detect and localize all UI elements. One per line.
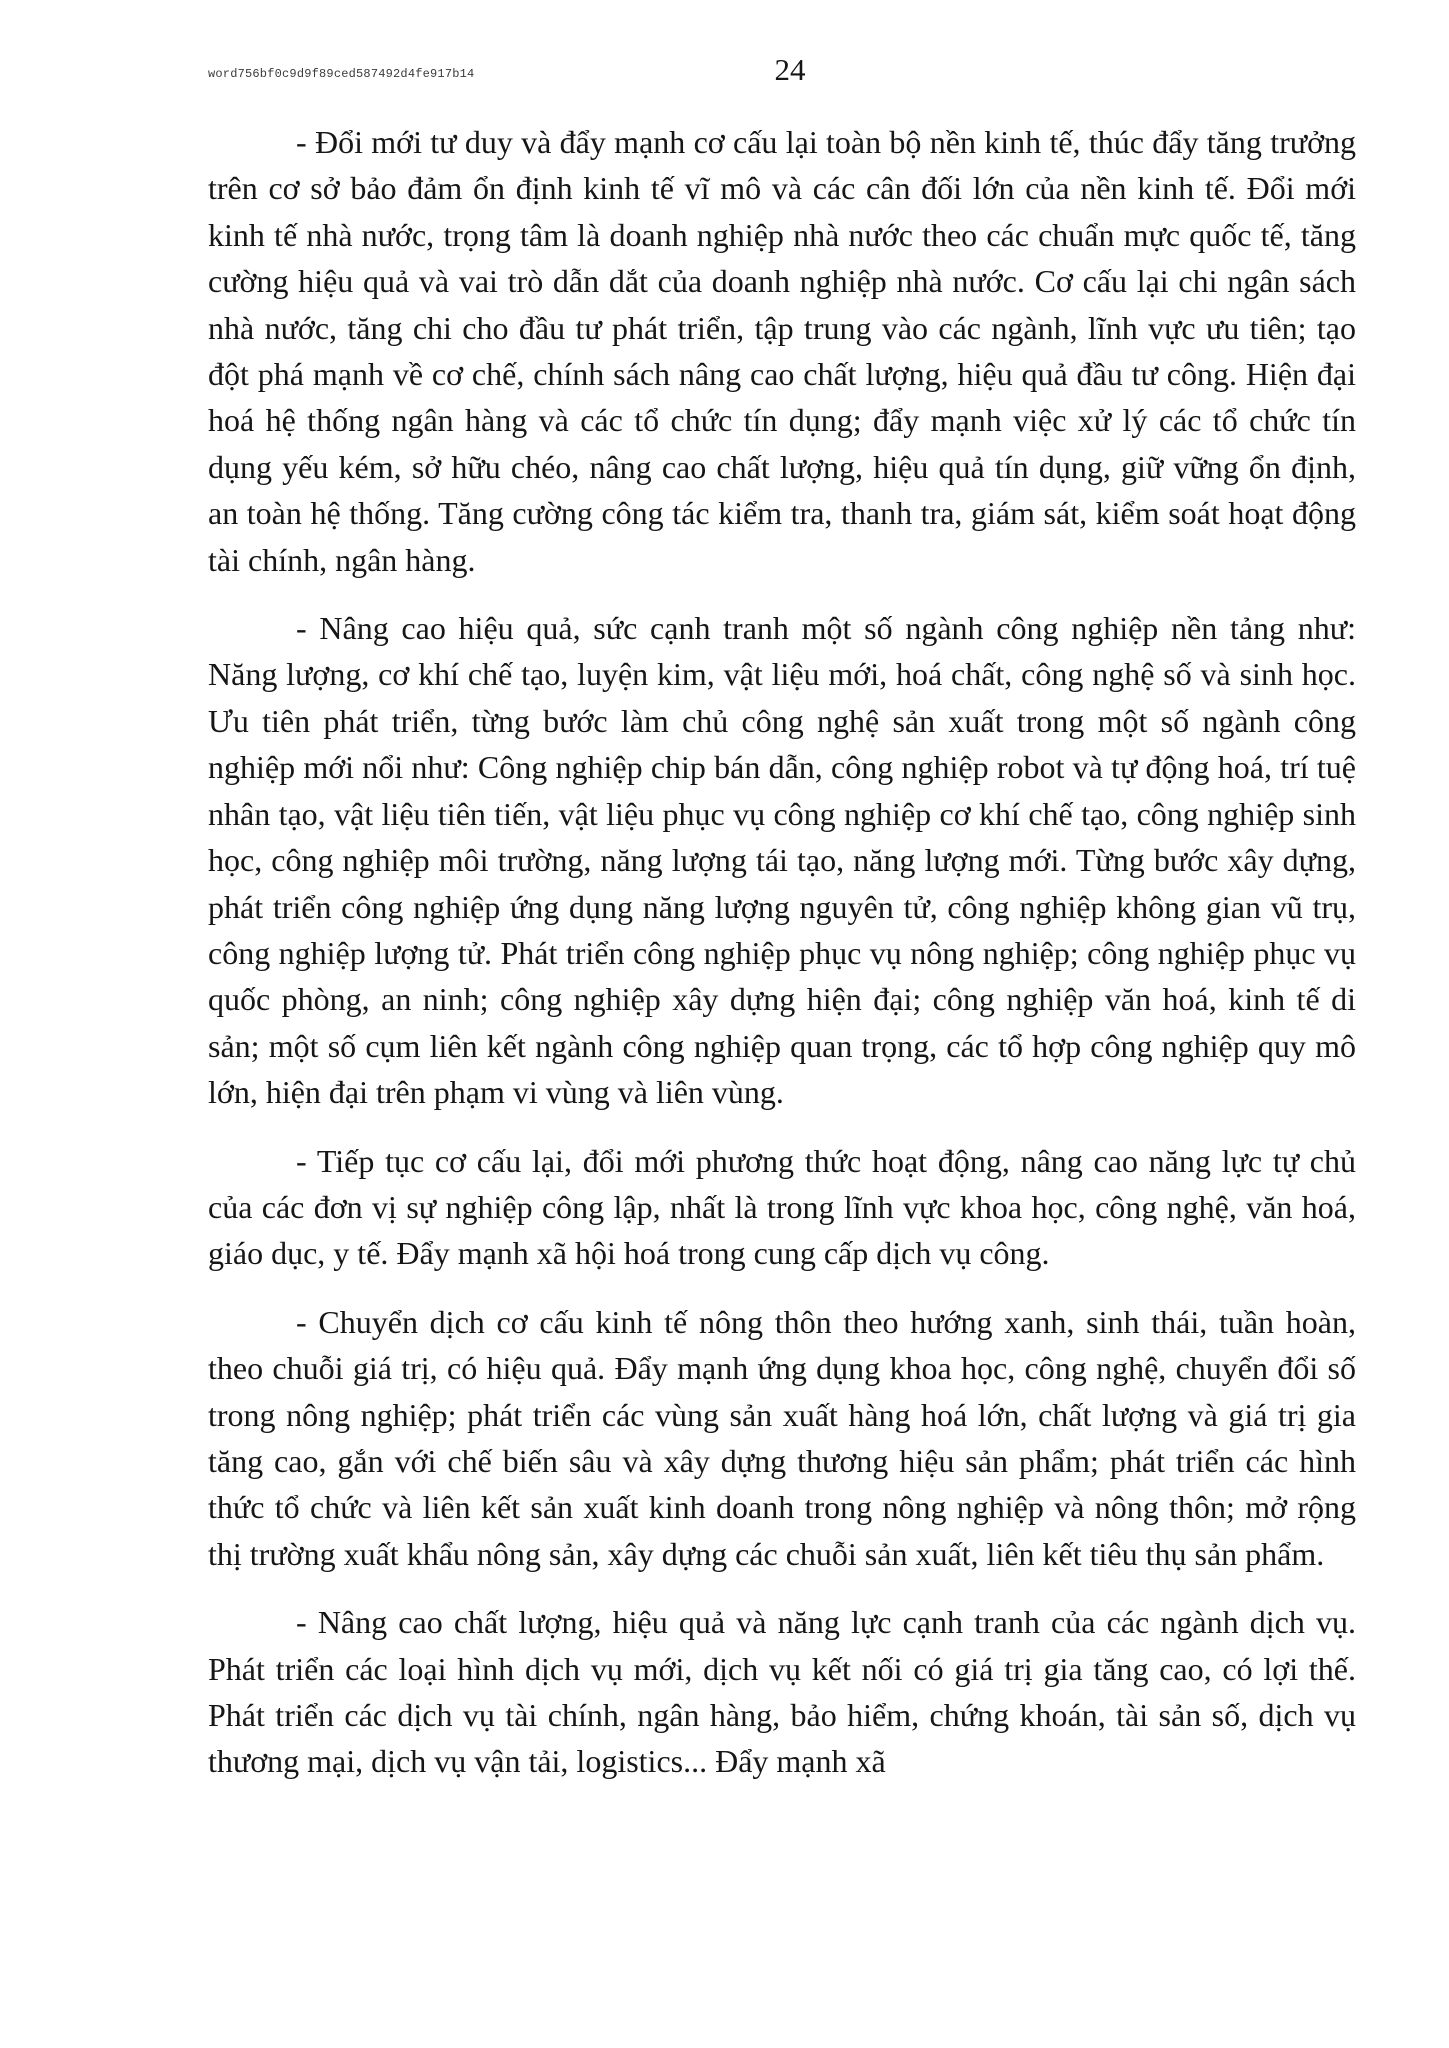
page-number: 24 <box>774 52 806 87</box>
paragraph-economic-restructuring: - Đổi mới tư duy và đẩy mạnh cơ cấu lại toàn bộ nền kinh tế, thúc đẩy tăng trưởng trên cơ sở bảo đảm ổn định kinh tế vĩ mô và các cân đối lớn của nền kinh tế. Đổi mới kinh tế nhà nước, trọng tâm là doanh nghiệp nhà nước theo các chuẩn mực quốc tế, tăng cường hiệu quả và vai trò dẫn dắt của doanh nghiệp nhà nước. Cơ cấu lại chi ngân sách nhà nước, tăng chi cho đầu tư phát triển, tập trung vào các ngành, lĩnh vực ưu tiên; tạo đột phá mạnh về cơ chế, chính sách nâng cao chất lượng, hiệu quả đầu tư công. Hiện đại hoá hệ thống ngân hàng và các tổ chức tín dụng; đẩy mạnh việc xử lý các tổ chức tín dụng yếu kém, sở hữu chéo, nâng cao chất lượng, hiệu quả tín dụng, giữ vững ổn định, an toàn hệ thống. Tăng cường công tác kiểm tra, thanh tra, giám sát, kiểm soát hoạt động tài chính, ngân hàng. <box>208 124 1356 578</box>
paragraph-public-service-units: - Tiếp tục cơ cấu lại, đổi mới phương thức hoạt động, nâng cao năng lực tự chủ của các đơn vị sự nghiệp công lập, nhất là trong lĩnh vực khoa học, công nghệ, văn hoá, giáo dục, y tế. Đẩy mạnh xã hội hoá trong cung cấp dịch vụ công. <box>208 1142 1356 1272</box>
paragraph-industry-competitiveness: - Nâng cao hiệu quả, sức cạnh tranh một số ngành công nghiệp nền tảng như: Năng lượng, cơ khí chế tạo, luyện kim, vật liệu mới, hoá chất, công nghệ số và sinh học. Ưu tiên phát triển, từng bước làm chủ công nghệ sản xuất trong một số ngành công nghiệp mới nổi như: Công nghiệp chip bán dẫn, công nghiệp robot và tự động hoá, trí tuệ nhân tạo, vật liệu tiên tiến, vật liệu phục vụ công nghiệp cơ khí chế tạo, công nghiệp sinh học, công nghiệp môi trường, năng lượng tái tạo, năng lượng mới. Từng bước xây dựng, phát triển công nghiệp ứng dụng năng lượng nguyên tử, công nghiệp không gian vũ trụ, công nghiệp lượng tử. Phát triển công nghiệp phục vụ nông nghiệp; công nghiệp phục vụ quốc phòng, an ninh; công nghiệp xây dựng hiện đại; công nghiệp văn hoá, kinh tế di sản; một số cụm liên kết ngành công nghiệp quan trọng, các tổ hợp công nghiệp quy mô lớn, hiện đại trên phạm vi vùng và liên vùng. <box>208 610 1356 1111</box>
document-body <box>208 119 1356 1807</box>
document-id: word756bf0c9d9f89ced587492d4fe917b14 <box>208 67 475 81</box>
paragraph-rural-economy: - Chuyển dịch cơ cấu kinh tế nông thôn theo hướng xanh, sinh thái, tuần hoàn, theo chuỗi giá trị, có hiệu quả. Đẩy mạnh ứng dụng khoa học, công nghệ, chuyển đổi số trong nông nghiệp; phát triển các vùng sản xuất hàng hoá lớn, chất lượng và giá trị gia tăng cao, gắn với chế biến sâu và xây dựng thương hiệu sản phẩm; phát triển các hình thức tổ chức và liên kết sản xuất kinh doanh trong nông nghiệp và nông thôn; mở rộng thị trường xuất khẩu nông sản, xây dựng các chuỗi sản xuất, liên kết tiêu thụ sản phẩm. <box>208 1303 1356 1572</box>
paragraph-services-sector: - Nâng cao chất lượng, hiệu quả và năng lực cạnh tranh của các ngành dịch vụ. Phát triển các loại hình dịch vụ mới, dịch vụ kết nối có giá trị gia tăng cao, có lợi thế. Phát triển các dịch vụ tài chính, ngân hàng, bảo hiểm, chứng khoán, tài sản số, dịch vụ thương mại, dịch vụ vận tải, logistics... Đẩy mạnh xã <box>208 1604 1356 1780</box>
